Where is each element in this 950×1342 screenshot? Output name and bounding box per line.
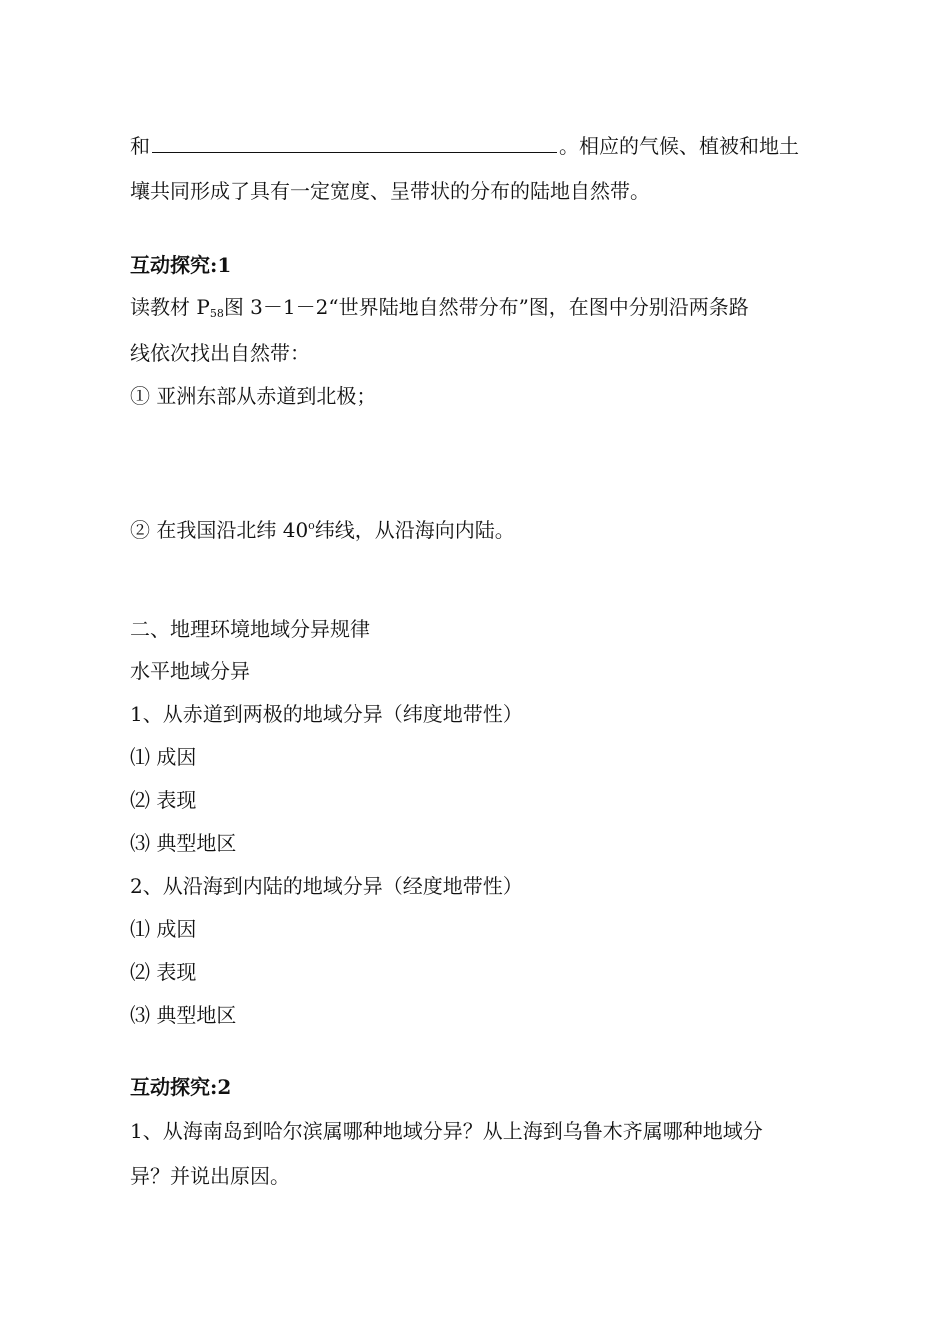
inquiry-1-heading: 互动探究:1 — [130, 253, 232, 277]
inquiry-2-question-line-2: 异？并说出原因。 — [130, 1164, 290, 1188]
inquiry-1-item-2-b: 纬线，从沿海向内陆。 — [314, 518, 515, 542]
section-2-subtitle: 水平地域分异 — [130, 659, 250, 683]
fill-in-blank[interactable] — [152, 134, 557, 153]
part-2-item: ⑶ 典型地区 — [130, 1003, 237, 1027]
inquiry-2-heading: 互动探究:2 — [130, 1075, 232, 1099]
inquiry-2-question-line-1: 1、从海南岛到哈尔滨属哪种地域分异？从上海到乌鲁木齐属哪种地域分 — [130, 1119, 763, 1143]
part-1-item: ⑵ 表现 — [130, 788, 197, 812]
paragraph-prefix: 和 — [130, 134, 150, 158]
part-1-item: ⑶ 典型地区 — [130, 831, 237, 855]
page-number-subscript: 58 — [209, 307, 224, 320]
paragraph-line-1 — [130, 132, 799, 160]
part-2-item: ⑵ 表现 — [130, 960, 197, 984]
inquiry-1-item-2-a: ② 在我国沿北纬 40 — [130, 518, 309, 542]
inquiry-1-text — [130, 293, 749, 328]
paragraph-line-2: 壤共同形成了具有一定宽度、呈带状的分布的陆地自然带。 — [130, 179, 650, 203]
part-1-title: 1、从赤道到两极的地域分异（纬度地带性） — [130, 702, 523, 726]
inquiry-1-text-line2: 线依次找出自然带： — [130, 341, 310, 365]
part-2-title: 2、从沿海到内陆的地域分异（经度地带性） — [130, 874, 523, 898]
section-2-title: 二、地理环境地域分异规律 — [130, 617, 370, 641]
inquiry-1-item-2 — [130, 512, 515, 544]
inquiry-1-text-a: 读教材 P — [130, 295, 210, 319]
inquiry-1-text-b: 图 3－1－2“世界陆地自然带分布”图，在图中分别沿两条路 — [223, 295, 749, 319]
degree-superscript: o — [308, 519, 315, 532]
part-1-item: ⑴ 成因 — [130, 745, 197, 769]
inquiry-1-item-1: ① 亚洲东部从赤道到北极； — [130, 384, 377, 408]
part-2-item: ⑴ 成因 — [130, 917, 197, 941]
paragraph-suffix: 。相应的气候、植被和地土 — [559, 134, 799, 158]
